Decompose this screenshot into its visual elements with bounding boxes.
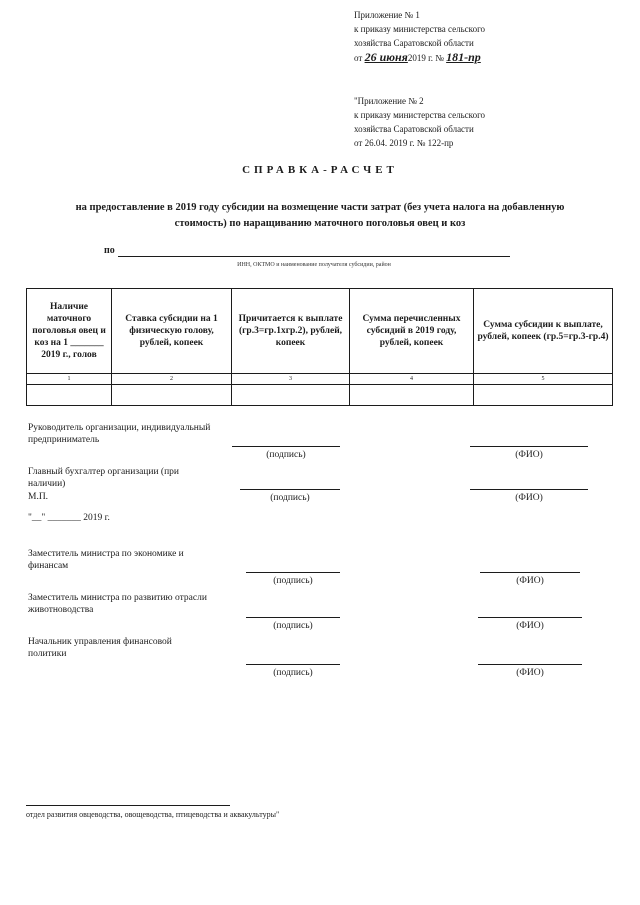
order-date-line bbox=[354, 50, 624, 65]
header-livestock-count: Наличие маточного поголовья овец и коз на 1 _______ 2019 г., голов bbox=[27, 289, 112, 374]
chief-accountant-podpis: (подпись) bbox=[270, 493, 310, 503]
chief-accountant-fio-line bbox=[470, 489, 588, 490]
deputy-economy-podpis: (подпись) bbox=[273, 576, 313, 586]
footer-text: отдел развития овцеводства, овощеводства, птицеводства и аквакультуры" bbox=[26, 810, 280, 819]
head-org-label: Руководитель организации, индивидуальный предприниматель bbox=[28, 423, 211, 445]
recipient-caption: ИНН, ОКТМО и наименование получателя субсидии, район bbox=[237, 262, 391, 268]
header-due-amount: Причитается к выплате (гр.3=гр.1хгр.2), рублей, копеек bbox=[232, 289, 350, 374]
deputy-livestock-podpis: (подпись) bbox=[273, 621, 313, 631]
order-line-1: Приложение № 1 bbox=[354, 10, 420, 20]
deputy-livestock-fio: (ФИО) bbox=[516, 621, 544, 631]
head-finance-signature-line bbox=[246, 664, 340, 665]
footer-line bbox=[26, 805, 230, 806]
table-number-row bbox=[27, 374, 613, 385]
deputy-economy-signature-line bbox=[246, 572, 340, 573]
order-line-2: к приказу министерства сельского bbox=[354, 24, 486, 34]
calculation-table bbox=[26, 288, 613, 406]
annex-header bbox=[354, 94, 624, 150]
annex-line-4: от 26.04. 2019 г. № 122-пр bbox=[354, 138, 454, 148]
recipient-prefix: по bbox=[104, 245, 115, 256]
table-cell[interactable] bbox=[112, 385, 232, 406]
head-finance-fio-line bbox=[478, 664, 582, 665]
header-rate-per-head: Ставка субсидии на 1 физическую голову, рублей, копеек bbox=[112, 289, 232, 374]
order-year-text: 2019 г. № bbox=[407, 53, 444, 63]
head-org-signature-line bbox=[232, 446, 340, 447]
deputy-economy-fio-line bbox=[480, 572, 580, 573]
table-cell[interactable] bbox=[350, 385, 474, 406]
head-org-fio-line bbox=[470, 446, 588, 447]
head-finance-podpis: (подпись) bbox=[273, 668, 313, 678]
head-finance-fio: (ФИО) bbox=[516, 668, 544, 678]
column-number: 1 bbox=[27, 374, 112, 385]
deputy-livestock-label: Заместитель министра по развитию отрасли животноводства bbox=[28, 593, 207, 615]
table-header-row bbox=[27, 289, 613, 374]
table-cell[interactable] bbox=[27, 385, 112, 406]
column-number: 4 bbox=[350, 374, 474, 385]
document-title: СПРАВКА-РАСЧЕТ bbox=[242, 164, 398, 176]
order-header bbox=[354, 8, 624, 65]
subtitle-line-2: стоимость) по наращиванию маточного поголовья овец и коз bbox=[174, 218, 466, 229]
annex-line-3: хозяйства Саратовской области bbox=[354, 124, 474, 134]
table-cell[interactable] bbox=[474, 385, 613, 406]
header-transferred-amount: Сумма перечисленных субсидий в 2019 году, рублей, копеек bbox=[350, 289, 474, 374]
deputy-livestock-fio-line bbox=[478, 617, 582, 618]
annex-line-1: "Приложение № 2 bbox=[354, 96, 424, 106]
chief-accountant-fio: (ФИО) bbox=[515, 493, 543, 503]
annex-line-2: к приказу министерства сельского bbox=[354, 110, 486, 120]
head-finance-label: Начальник управления финансовой политики bbox=[28, 637, 172, 659]
order-date-prefix: от bbox=[354, 53, 363, 63]
column-number: 3 bbox=[232, 374, 350, 385]
head-org-fio: (ФИО) bbox=[515, 450, 543, 460]
head-org-podpis: (подпись) bbox=[266, 450, 306, 460]
order-date-handwritten: 26 июня bbox=[364, 50, 408, 64]
order-line-3: хозяйства Саратовской области bbox=[354, 38, 474, 48]
header-payable-amount: Сумма субсидии к выплате, рублей, копеек (гр.5=гр.3-гр.4) bbox=[474, 289, 613, 374]
deputy-livestock-signature-line bbox=[246, 617, 340, 618]
date-line: "__" _______ 2019 г. bbox=[28, 513, 110, 523]
recipient-line bbox=[118, 256, 510, 257]
table-cell[interactable] bbox=[232, 385, 350, 406]
mp-label: М.П. bbox=[28, 492, 49, 502]
order-number-handwritten: 181-пр bbox=[446, 50, 481, 64]
table-data-row bbox=[27, 385, 613, 406]
subtitle-line-1: на предоставление в 2019 году субсидии на возмещение части затрат (без учета налога на добавленную bbox=[75, 202, 565, 213]
document-subtitle bbox=[30, 200, 610, 232]
column-number: 2 bbox=[112, 374, 232, 385]
chief-accountant-label: Главный бухгалтер организации (при наличии) bbox=[28, 467, 180, 489]
chief-accountant-signature-line bbox=[240, 489, 340, 490]
column-number: 5 bbox=[474, 374, 613, 385]
deputy-economy-fio: (ФИО) bbox=[516, 576, 544, 586]
deputy-economy-label: Заместитель министра по экономике и финансам bbox=[28, 549, 184, 571]
